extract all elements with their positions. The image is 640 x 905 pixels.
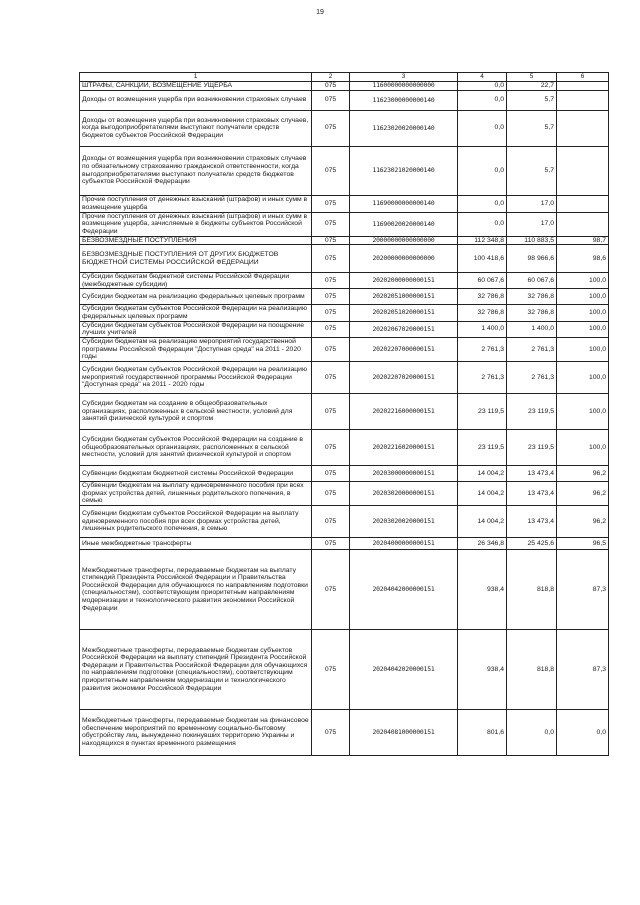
row-admin-code: 075 — [312, 321, 350, 337]
row-percent: 96,5 — [557, 537, 609, 549]
row-plan-amount: 14 004,2 — [458, 505, 507, 537]
row-name: Прочие поступления от денежных взысканий (штрафов) и иных сумм в возмещение ущерба, зачисляемые в бюджеты субъектов Российской Федерации — [80, 212, 312, 236]
row-name: Субсидии бюджетам субъектов Российской Федерации на создание в общеобразовательных организациях, расположенных в сельской местности, условий для занятий физической культурой и спортом — [80, 429, 312, 465]
table-row — [80, 273, 609, 289]
table-row — [80, 305, 609, 321]
table-row — [80, 481, 609, 505]
row-fact-amount: 818,8 — [507, 549, 557, 629]
row-plan-amount: 2 761,3 — [458, 337, 507, 361]
row-budget-code: 11690020020000140 — [350, 212, 458, 236]
table-row — [80, 90, 609, 110]
row-budget-code: 20202207020000151 — [350, 361, 458, 393]
row-admin-code: 075 — [312, 90, 350, 110]
row-plan-amount: 0,0 — [458, 110, 507, 146]
row-fact-amount: 60 067,6 — [507, 273, 557, 289]
row-admin-code: 075 — [312, 629, 350, 709]
row-fact-amount: 5,7 — [507, 110, 557, 146]
row-fact-amount: 25 425,6 — [507, 537, 557, 549]
row-budget-code: 20204042020000151 — [350, 629, 458, 709]
row-plan-amount: 23 119,5 — [458, 429, 507, 465]
row-percent: 100,0 — [557, 273, 609, 289]
table-row — [80, 337, 609, 361]
row-name: Доходы от возмещения ущерба при возникновении страховых случаев по обязательному страхованию гражданской ответственности, когда выгодоприобретателями выступают получатели средств бюджетов субъектов Российской Федерации — [80, 146, 312, 195]
table-row — [80, 505, 609, 537]
row-budget-code: 20000000000000000 — [350, 236, 458, 245]
row-name: Межбюджетные трансферты, передаваемые бюджетам на выплату стипендий Президента Российской Федерации и Правительства Российской Федерации для обучающихся по направлениям подготовки (специальностям), соответствующим приоритетным направлениям модернизации и технологического развития экономики Российской Федерации — [80, 549, 312, 629]
row-admin-code: 075 — [312, 110, 350, 146]
row-plan-amount: 2 761,3 — [458, 361, 507, 393]
row-budget-code: 20204081000000151 — [350, 709, 458, 755]
row-plan-amount: 0,0 — [458, 90, 507, 110]
header-col-5: 5 — [507, 73, 557, 82]
row-admin-code: 075 — [312, 465, 350, 481]
row-name: Субвенции бюджетам на выплату единовременного пособия при всех формах устройства детей, лишенных родительского попечения, в семью — [80, 481, 312, 505]
table-row — [80, 289, 609, 305]
row-percent: 98,7 — [557, 236, 609, 245]
row-percent: 100,0 — [557, 393, 609, 429]
table-row — [80, 146, 609, 195]
row-name: Субсидии бюджетам на реализацию федеральных целевых программ — [80, 289, 312, 305]
row-name: Межбюджетные трансферты, передаваемые бюджетам на финансовое обеспечение мероприятий по временному социально-бытовому обустройству лиц, вынужденно покинувших территорию Украины и находящихся в пунктах временного размещения — [80, 709, 312, 755]
row-budget-code: 20202067020000151 — [350, 321, 458, 337]
row-budget-code: 20202216000000151 — [350, 393, 458, 429]
row-percent: 96,2 — [557, 505, 609, 537]
row-percent — [557, 212, 609, 236]
row-fact-amount: 17,0 — [507, 195, 557, 212]
row-admin-code: 075 — [312, 289, 350, 305]
row-admin-code: 075 — [312, 393, 350, 429]
row-fact-amount: 13 473,4 — [507, 481, 557, 505]
row-percent: 100,0 — [557, 337, 609, 361]
row-plan-amount: 32 786,8 — [458, 289, 507, 305]
row-admin-code: 075 — [312, 549, 350, 629]
table-row — [80, 549, 609, 629]
table-header-row — [80, 73, 609, 82]
row-percent: 100,0 — [557, 305, 609, 321]
row-fact-amount: 2 761,3 — [507, 337, 557, 361]
row-admin-code: 075 — [312, 212, 350, 236]
row-plan-amount: 938,4 — [458, 549, 507, 629]
row-budget-code: 20200000000000000 — [350, 245, 458, 273]
row-plan-amount: 23 119,5 — [458, 393, 507, 429]
row-admin-code: 075 — [312, 709, 350, 755]
row-name: Субвенции бюджетам бюджетной системы Российской Федерации — [80, 465, 312, 481]
row-percent — [557, 146, 609, 195]
row-plan-amount: 0,0 — [458, 146, 507, 195]
row-fact-amount: 22,7 — [507, 82, 557, 91]
row-budget-code: 20202051000000151 — [350, 289, 458, 305]
row-plan-amount: 26 346,8 — [458, 537, 507, 549]
header-col-6: 6 — [557, 73, 609, 82]
row-name: БЕЗВОЗМЕЗДНЫЕ ПОСТУПЛЕНИЯ ОТ ДРУГИХ БЮДЖЕТОВ БЮДЖЕТНОЙ СИСТЕМЫ РОССИЙСКОЙ ФЕДЕРАЦИИ — [80, 245, 312, 273]
row-percent: 100,0 — [557, 289, 609, 305]
row-plan-amount: 14 004,2 — [458, 481, 507, 505]
header-col-1: 1 — [80, 73, 312, 82]
row-percent: 87,3 — [557, 549, 609, 629]
row-budget-code: 20202216020000151 — [350, 429, 458, 465]
page-number: 19 — [316, 9, 324, 16]
row-budget-code: 11623020020000140 — [350, 110, 458, 146]
row-admin-code: 075 — [312, 195, 350, 212]
row-percent: 100,0 — [557, 321, 609, 337]
table-row — [80, 393, 609, 429]
row-budget-code: 20203020020000151 — [350, 505, 458, 537]
row-name: Прочие поступления от денежных взысканий (штрафов) и иных сумм в возмещение ущерба — [80, 195, 312, 212]
header-col-2: 2 — [312, 73, 350, 82]
table-row — [80, 195, 609, 212]
row-fact-amount: 13 473,4 — [507, 465, 557, 481]
row-name: Межбюджетные трансферты, передаваемые бюджетам субъектов Российской Федерации на выплату стипендий Президента Российской Федерации и Правительства Российской Федерации для обучающихся по направлениям подготовки (специальностям), соответствующим приоритетным направлениям модернизации и технологического развития экономики Российской Федерации — [80, 629, 312, 709]
row-admin-code: 075 — [312, 236, 350, 245]
row-fact-amount: 818,8 — [507, 629, 557, 709]
row-fact-amount: 17,0 — [507, 212, 557, 236]
row-name: Субсидии бюджетам на реализацию мероприятий государственной программы Российской Федерации "Доступная среда" на 2011 - 2020 годы — [80, 337, 312, 361]
header-col-4: 4 — [458, 73, 507, 82]
row-fact-amount: 110 883,5 — [507, 236, 557, 245]
row-plan-amount: 112 348,8 — [458, 236, 507, 245]
row-name: Доходы от возмещения ущерба при возникновении страховых случаев — [80, 90, 312, 110]
row-fact-amount: 98 966,6 — [507, 245, 557, 273]
row-admin-code: 075 — [312, 82, 350, 91]
row-admin-code: 075 — [312, 429, 350, 465]
row-plan-amount: 14 004,2 — [458, 465, 507, 481]
row-plan-amount: 938,4 — [458, 629, 507, 709]
row-percent — [557, 110, 609, 146]
table-row — [80, 465, 609, 481]
row-name: Иные межбюджетные трансферты — [80, 537, 312, 549]
table-row — [80, 245, 609, 273]
row-admin-code: 075 — [312, 305, 350, 321]
row-fact-amount: 32 786,8 — [507, 305, 557, 321]
row-admin-code: 075 — [312, 505, 350, 537]
row-budget-code: 20204042000000151 — [350, 549, 458, 629]
row-percent: 100,0 — [557, 429, 609, 465]
row-admin-code: 075 — [312, 481, 350, 505]
row-plan-amount: 32 786,8 — [458, 305, 507, 321]
row-budget-code: 11623000000000140 — [350, 90, 458, 110]
row-name: Субсидии бюджетам бюджетной системы Российской Федерации (межбюджетные субсидии) — [80, 273, 312, 289]
row-budget-code: 11600000000000000 — [350, 82, 458, 91]
row-fact-amount: 1 400,0 — [507, 321, 557, 337]
row-plan-amount: 0,0 — [458, 82, 507, 91]
row-plan-amount: 0,0 — [458, 212, 507, 236]
row-admin-code: 075 — [312, 337, 350, 361]
row-fact-amount: 23 119,5 — [507, 429, 557, 465]
row-plan-amount: 0,0 — [458, 195, 507, 212]
row-fact-amount: 2 761,3 — [507, 361, 557, 393]
table-row — [80, 236, 609, 245]
row-name: Субсидии бюджетам субъектов Российской Федерации на реализацию мероприятий государственной программы Российской Федерации "Доступная среда" на 2011 - 2020 годы — [80, 361, 312, 393]
row-budget-code: 20202051020000151 — [350, 305, 458, 321]
row-admin-code: 075 — [312, 537, 350, 549]
row-budget-code: 20203020000000151 — [350, 481, 458, 505]
row-plan-amount: 801,6 — [458, 709, 507, 755]
row-name: Субвенции бюджетам субъектов Российской Федерации на выплату единовременного пособия при всех формах устройства детей, лишенных родительского попечения, в семью — [80, 505, 312, 537]
table-row — [80, 709, 609, 755]
budget-revenue-table — [79, 72, 609, 756]
row-plan-amount: 60 067,6 — [458, 273, 507, 289]
row-percent: 98,6 — [557, 245, 609, 273]
row-name: Субсидии бюджетам на создание в общеобразовательных организациях, расположенных в сельской местности, условий для занятий физической культурой и спортом — [80, 393, 312, 429]
row-admin-code: 075 — [312, 245, 350, 273]
row-fact-amount: 32 786,8 — [507, 289, 557, 305]
row-name: ШТРАФЫ, САНКЦИИ, ВОЗМЕЩЕНИЕ УЩЕРБА — [80, 82, 312, 91]
table-row — [80, 212, 609, 236]
row-percent: 87,3 — [557, 629, 609, 709]
row-percent — [557, 90, 609, 110]
row-percent: 96,2 — [557, 465, 609, 481]
row-fact-amount: 5,7 — [507, 146, 557, 195]
table-row — [80, 321, 609, 337]
row-fact-amount: 13 473,4 — [507, 505, 557, 537]
row-admin-code: 075 — [312, 361, 350, 393]
row-budget-code: 20202207000000151 — [350, 337, 458, 361]
table-row — [80, 537, 609, 549]
row-budget-code: 20204000000000151 — [350, 537, 458, 549]
row-name: Субсидии бюджетам субъектов Российской Федерации на реализацию федеральных целевых программ — [80, 305, 312, 321]
row-percent — [557, 195, 609, 212]
row-budget-code: 11623021020000140 — [350, 146, 458, 195]
table-row — [80, 629, 609, 709]
row-percent: 96,2 — [557, 481, 609, 505]
header-col-3: 3 — [350, 73, 458, 82]
table-row — [80, 361, 609, 393]
row-fact-amount: 0,0 — [507, 709, 557, 755]
row-name: БЕЗВОЗМЕЗДНЫЕ ПОСТУПЛЕНИЯ — [80, 236, 312, 245]
row-name: Субсидии бюджетам субъектов Российской Федерации на поощрение лучших учителей — [80, 321, 312, 337]
table-row — [80, 110, 609, 146]
row-budget-code: 20203000000000151 — [350, 465, 458, 481]
row-percent: 0,0 — [557, 709, 609, 755]
row-percent — [557, 82, 609, 91]
row-plan-amount: 100 418,6 — [458, 245, 507, 273]
row-budget-code: 11690000000000140 — [350, 195, 458, 212]
row-admin-code: 075 — [312, 273, 350, 289]
row-budget-code: 20202000000000151 — [350, 273, 458, 289]
row-fact-amount: 5,7 — [507, 90, 557, 110]
table-row — [80, 429, 609, 465]
row-fact-amount: 23 119,5 — [507, 393, 557, 429]
row-plan-amount: 1 400,0 — [458, 321, 507, 337]
row-percent: 100,0 — [557, 361, 609, 393]
row-name: Доходы от возмещения ущерба при возникновении страховых случаев, когда выгодоприобретателями выступают получатели средств бюджетов субъектов Российской Федерации — [80, 110, 312, 146]
table-row — [80, 82, 609, 91]
row-admin-code: 075 — [312, 146, 350, 195]
